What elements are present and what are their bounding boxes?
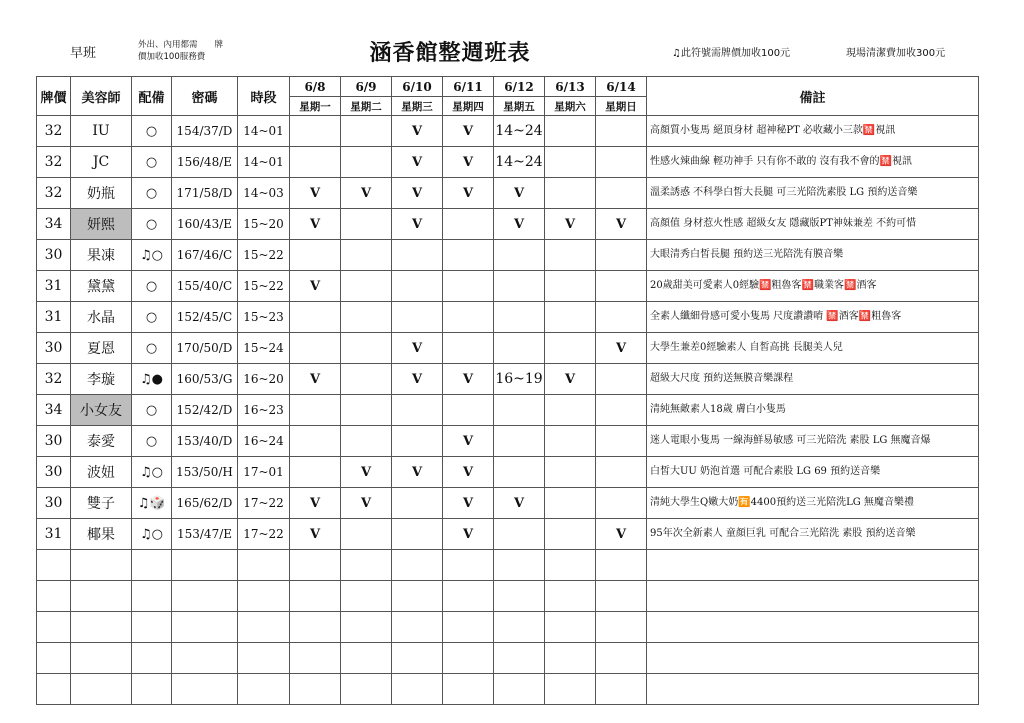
page-title: 涵香館整週班表	[369, 40, 531, 66]
empty-cell	[392, 674, 443, 705]
time-slot-cell: 15~22	[238, 271, 290, 302]
day-shift-cell	[443, 271, 494, 302]
table-row	[37, 612, 979, 643]
equip-cell: ○	[132, 333, 172, 364]
empty-cell	[132, 612, 172, 643]
day-shift-cell	[341, 209, 392, 240]
day-shift-cell	[290, 116, 341, 147]
empty-cell	[238, 643, 290, 674]
price-cell: 30	[37, 333, 71, 364]
empty-cell	[37, 550, 71, 581]
stylist-name-cell: JC	[71, 147, 132, 178]
equip-cell: ♫○	[132, 457, 172, 488]
col-header-weekday: 星期四	[443, 97, 494, 116]
day-shift-cell: V	[596, 209, 647, 240]
empty-cell	[494, 581, 545, 612]
empty-cell	[71, 550, 132, 581]
day-shift-cell	[341, 395, 392, 426]
time-slot-cell: 16~23	[238, 395, 290, 426]
empty-cell	[238, 674, 290, 705]
equip-cell: ♫○	[132, 240, 172, 271]
day-shift-cell: V	[392, 333, 443, 364]
day-shift-cell: 14~24	[494, 147, 545, 178]
empty-cell	[545, 550, 596, 581]
day-shift-cell	[290, 333, 341, 364]
stylist-name-cell: 李璇	[71, 364, 132, 395]
equip-cell: ♫●	[132, 364, 172, 395]
col-header-weekday: 星期三	[392, 97, 443, 116]
remark-cell: 清純無敵素人18歲 膚白小隻馬	[647, 395, 979, 426]
empty-cell	[443, 581, 494, 612]
stylist-name-cell: 妍熙	[71, 209, 132, 240]
day-shift-cell	[494, 333, 545, 364]
empty-cell	[443, 550, 494, 581]
equip-cell: ○	[132, 116, 172, 147]
day-shift-cell: V	[392, 116, 443, 147]
remark-cell: 清純大學生Q嫩大奶🈶4400預約送三光陪洗LG 無魔音樂禮	[647, 488, 979, 519]
empty-cell	[494, 612, 545, 643]
remark-cell: 白皙大UU 奶泡首選 可配合素股 LG 69 預約送音樂	[647, 457, 979, 488]
table-row	[37, 581, 979, 612]
service-fee-note-line2: 價加收100服務費	[138, 52, 206, 62]
day-shift-cell	[545, 271, 596, 302]
day-shift-cell	[392, 519, 443, 550]
table-row	[37, 426, 979, 457]
empty-cell	[545, 581, 596, 612]
day-shift-cell	[596, 240, 647, 271]
day-shift-cell	[545, 426, 596, 457]
time-slot-cell: 15~22	[238, 240, 290, 271]
code-cell: 160/53/G	[172, 364, 238, 395]
col-header-weekday: 星期一	[290, 97, 341, 116]
day-shift-cell: V	[290, 271, 341, 302]
day-shift-cell: V	[392, 364, 443, 395]
day-shift-cell	[290, 395, 341, 426]
col-header-date: 6/11	[443, 77, 494, 97]
day-shift-cell: V	[443, 488, 494, 519]
time-slot-cell: 16~24	[238, 426, 290, 457]
code-cell: 153/47/E	[172, 519, 238, 550]
day-shift-cell	[341, 271, 392, 302]
col-header-remarks: 備註	[647, 77, 979, 116]
day-shift-cell	[494, 519, 545, 550]
day-shift-cell	[596, 116, 647, 147]
day-shift-cell: V	[290, 178, 341, 209]
day-shift-cell: V	[545, 209, 596, 240]
equip-cell: ○	[132, 426, 172, 457]
table-row	[37, 333, 979, 364]
table-row	[37, 674, 979, 705]
empty-cell	[596, 643, 647, 674]
day-shift-cell: V	[443, 519, 494, 550]
day-shift-cell	[443, 240, 494, 271]
day-shift-cell	[545, 116, 596, 147]
day-shift-cell: V	[443, 364, 494, 395]
time-slot-cell: 15~20	[238, 209, 290, 240]
stylist-name-cell: 黛黛	[71, 271, 132, 302]
equip-cell: ○	[132, 271, 172, 302]
day-shift-cell: 16~19	[494, 364, 545, 395]
empty-cell	[290, 674, 341, 705]
day-shift-cell	[545, 178, 596, 209]
empty-cell	[71, 612, 132, 643]
day-shift-cell	[545, 457, 596, 488]
day-shift-cell	[341, 302, 392, 333]
col-header-price: 牌價	[37, 77, 71, 116]
empty-cell	[290, 550, 341, 581]
day-shift-cell	[290, 240, 341, 271]
empty-cell	[596, 581, 647, 612]
empty-cell	[443, 643, 494, 674]
empty-cell	[290, 581, 341, 612]
col-header-date: 6/14	[596, 77, 647, 97]
empty-cell	[238, 612, 290, 643]
day-shift-cell	[596, 426, 647, 457]
code-cell: 167/46/C	[172, 240, 238, 271]
equip-cell: ○	[132, 209, 172, 240]
code-cell: 155/40/C	[172, 271, 238, 302]
table-row	[37, 178, 979, 209]
price-cell: 32	[37, 116, 71, 147]
day-shift-cell: V	[443, 426, 494, 457]
equip-cell: ○	[132, 147, 172, 178]
remark-cell: 全素人纖細骨感可愛小隻馬 尺度讚讚唷 🈲酒客🈲粗魯客	[647, 302, 979, 333]
day-shift-cell	[545, 488, 596, 519]
empty-cell	[647, 612, 979, 643]
day-shift-cell	[494, 271, 545, 302]
empty-cell	[392, 643, 443, 674]
code-cell: 154/37/D	[172, 116, 238, 147]
day-shift-cell	[596, 364, 647, 395]
table-row	[37, 271, 979, 302]
table-row	[37, 209, 979, 240]
empty-cell	[238, 581, 290, 612]
day-shift-cell	[341, 519, 392, 550]
empty-cell	[172, 643, 238, 674]
day-shift-cell	[545, 302, 596, 333]
day-shift-cell	[290, 147, 341, 178]
stylist-name-cell: 果凍	[71, 240, 132, 271]
day-shift-cell	[392, 395, 443, 426]
table-row	[37, 147, 979, 178]
empty-cell	[172, 550, 238, 581]
table-row	[37, 519, 979, 550]
day-shift-cell	[392, 426, 443, 457]
empty-cell	[647, 550, 979, 581]
remark-cell: 高顏值 身材惹火性感 超級女友 隱藏版PT神妹兼差 不約可惜	[647, 209, 979, 240]
col-header-date: 6/12	[494, 77, 545, 97]
day-shift-cell: V	[494, 178, 545, 209]
equip-cell: ○	[132, 178, 172, 209]
day-shift-cell	[443, 209, 494, 240]
empty-cell	[341, 581, 392, 612]
day-shift-cell	[290, 457, 341, 488]
day-shift-cell	[596, 178, 647, 209]
day-shift-cell: V	[341, 178, 392, 209]
shift-label: 早班	[70, 46, 97, 61]
day-shift-cell: V	[443, 116, 494, 147]
empty-cell	[647, 674, 979, 705]
stylist-name-cell: IU	[71, 116, 132, 147]
time-slot-cell: 17~22	[238, 519, 290, 550]
price-cell: 30	[37, 457, 71, 488]
day-shift-cell	[494, 457, 545, 488]
stylist-name-cell: 波妞	[71, 457, 132, 488]
time-slot-cell: 16~20	[238, 364, 290, 395]
remark-cell: 超級大尺度 預約送無膜音樂課程	[647, 364, 979, 395]
remark-cell: 溫柔誘惑 不科學白皙大長腿 可三光陪洗素股 LG 預約送音樂	[647, 178, 979, 209]
table-row	[37, 395, 979, 426]
day-shift-cell: 14~24	[494, 116, 545, 147]
empty-cell	[132, 550, 172, 581]
price-cell: 31	[37, 519, 71, 550]
empty-cell	[545, 674, 596, 705]
empty-cell	[494, 674, 545, 705]
price-cell: 32	[37, 178, 71, 209]
empty-cell	[37, 612, 71, 643]
day-shift-cell	[443, 395, 494, 426]
empty-cell	[596, 612, 647, 643]
schedule-body	[37, 116, 979, 705]
day-shift-cell	[443, 333, 494, 364]
day-shift-cell: V	[341, 457, 392, 488]
day-shift-cell	[341, 147, 392, 178]
empty-cell	[71, 643, 132, 674]
table-row	[37, 240, 979, 271]
day-shift-cell	[494, 302, 545, 333]
col-header-date: 6/13	[545, 77, 596, 97]
day-shift-cell	[290, 302, 341, 333]
price-cell: 31	[37, 271, 71, 302]
day-shift-cell: V	[392, 147, 443, 178]
day-shift-cell: V	[596, 519, 647, 550]
empty-cell	[647, 581, 979, 612]
empty-cell	[37, 643, 71, 674]
day-shift-cell: V	[443, 178, 494, 209]
day-shift-cell	[545, 519, 596, 550]
empty-cell	[132, 674, 172, 705]
empty-cell	[341, 674, 392, 705]
equip-cell: ♫🎲	[132, 488, 172, 519]
empty-cell	[172, 674, 238, 705]
day-shift-cell: V	[494, 209, 545, 240]
time-slot-cell: 17~22	[238, 488, 290, 519]
empty-cell	[290, 612, 341, 643]
time-slot-cell: 17~01	[238, 457, 290, 488]
day-shift-cell: V	[290, 488, 341, 519]
stylist-name-cell: 椰果	[71, 519, 132, 550]
day-shift-cell	[392, 271, 443, 302]
price-cell: 30	[37, 488, 71, 519]
equip-cell: ○	[132, 395, 172, 426]
table-row	[37, 302, 979, 333]
day-shift-cell: V	[494, 488, 545, 519]
empty-cell	[596, 550, 647, 581]
cleaning-fee-note: 現場清潔費加收300元	[846, 48, 946, 59]
time-slot-cell: 14~01	[238, 147, 290, 178]
remark-cell: 20歲甜美可愛素人0經驗🈲粗魯客🈲職業客🈲酒客	[647, 271, 979, 302]
table-row	[37, 488, 979, 519]
empty-cell	[494, 643, 545, 674]
day-shift-cell	[596, 488, 647, 519]
empty-cell	[596, 674, 647, 705]
remark-cell: 95年次全新素人 童顏巨乳 可配合三光陪洗 素股 預約送音樂	[647, 519, 979, 550]
time-slot-cell: 15~24	[238, 333, 290, 364]
day-shift-cell	[596, 271, 647, 302]
empty-cell	[392, 612, 443, 643]
day-shift-cell: V	[596, 333, 647, 364]
day-shift-cell	[341, 426, 392, 457]
empty-cell	[132, 581, 172, 612]
price-cell: 32	[37, 364, 71, 395]
empty-cell	[392, 581, 443, 612]
code-cell: 171/58/D	[172, 178, 238, 209]
price-cell: 31	[37, 302, 71, 333]
time-slot-cell: 14~01	[238, 116, 290, 147]
day-shift-cell: V	[290, 519, 341, 550]
day-shift-cell	[596, 457, 647, 488]
col-header-date: 6/10	[392, 77, 443, 97]
col-header-weekday: 星期六	[545, 97, 596, 116]
remark-cell: 高顏質小隻馬 絕頂身材 超神秘PT 必收藏小三款🈲視訊	[647, 116, 979, 147]
empty-cell	[71, 674, 132, 705]
stylist-name-cell: 夏恩	[71, 333, 132, 364]
empty-cell	[545, 612, 596, 643]
code-cell: 165/62/D	[172, 488, 238, 519]
col-header-weekday: 星期日	[596, 97, 647, 116]
col-header-stylist: 美容師	[71, 77, 132, 116]
day-shift-cell	[341, 116, 392, 147]
day-shift-cell: V	[443, 457, 494, 488]
empty-cell	[172, 612, 238, 643]
col-header-equip: 配備	[132, 77, 172, 116]
remark-cell: 大學生兼差0經驗素人 自皙高挑 長腿美人兒	[647, 333, 979, 364]
code-cell: 153/50/H	[172, 457, 238, 488]
code-cell: 152/42/D	[172, 395, 238, 426]
day-shift-cell	[596, 395, 647, 426]
stylist-name-cell: 泰愛	[71, 426, 132, 457]
price-cell: 34	[37, 209, 71, 240]
day-shift-cell: V	[392, 457, 443, 488]
empty-cell	[341, 612, 392, 643]
col-header-weekday: 星期五	[494, 97, 545, 116]
day-shift-cell	[545, 147, 596, 178]
empty-cell	[545, 643, 596, 674]
col-header-time: 時段	[238, 77, 290, 116]
empty-cell	[37, 581, 71, 612]
empty-cell	[132, 643, 172, 674]
day-shift-cell	[392, 488, 443, 519]
day-shift-cell: V	[290, 209, 341, 240]
music-surcharge-note: ♫此符號需牌價加收100元	[672, 48, 791, 59]
table-row	[37, 116, 979, 147]
col-header-date: 6/9	[341, 77, 392, 97]
weekly-schedule-table	[36, 76, 979, 705]
day-shift-cell	[341, 240, 392, 271]
code-cell: 156/48/E	[172, 147, 238, 178]
day-shift-cell	[596, 147, 647, 178]
col-header-code: 密碼	[172, 77, 238, 116]
day-shift-cell	[290, 426, 341, 457]
day-shift-cell: V	[392, 209, 443, 240]
empty-cell	[238, 550, 290, 581]
code-cell: 160/43/E	[172, 209, 238, 240]
price-cell: 34	[37, 395, 71, 426]
service-fee-note-line1: 外出、內用都需 牌	[138, 40, 224, 50]
stylist-name-cell: 水晶	[71, 302, 132, 333]
remark-cell: 迷人電眼小隻馬 一線海鮮易敏感 可三光陪洗 素股 LG 無魔音爆	[647, 426, 979, 457]
empty-cell	[290, 643, 341, 674]
remark-cell: 大眼清秀白皙長腿 預約送三光陪洗有膜音樂	[647, 240, 979, 271]
day-shift-cell	[392, 302, 443, 333]
remark-cell: 性感火辣曲線 輕功神手 只有你不敢的 沒有我不會的🈲視訊	[647, 147, 979, 178]
table-row	[37, 364, 979, 395]
price-cell: 30	[37, 240, 71, 271]
empty-cell	[494, 550, 545, 581]
table-row	[37, 550, 979, 581]
empty-cell	[71, 581, 132, 612]
empty-cell	[37, 674, 71, 705]
equip-cell: ♫○	[132, 519, 172, 550]
day-shift-cell: V	[290, 364, 341, 395]
price-cell: 32	[37, 147, 71, 178]
day-shift-cell	[494, 426, 545, 457]
empty-cell	[341, 643, 392, 674]
day-shift-cell: V	[341, 488, 392, 519]
day-shift-cell: V	[545, 364, 596, 395]
day-shift-cell	[341, 364, 392, 395]
empty-cell	[443, 612, 494, 643]
service-fee-note	[138, 39, 223, 63]
time-slot-cell: 15~23	[238, 302, 290, 333]
empty-cell	[392, 550, 443, 581]
code-cell: 170/50/D	[172, 333, 238, 364]
day-shift-cell	[545, 240, 596, 271]
time-slot-cell: 14~03	[238, 178, 290, 209]
stylist-name-cell: 奶瓶	[71, 178, 132, 209]
price-cell: 30	[37, 426, 71, 457]
stylist-name-cell: 小女友	[71, 395, 132, 426]
day-shift-cell	[341, 333, 392, 364]
day-shift-cell	[494, 395, 545, 426]
empty-cell	[341, 550, 392, 581]
table-row	[37, 643, 979, 674]
empty-cell	[172, 581, 238, 612]
code-cell: 152/45/C	[172, 302, 238, 333]
day-shift-cell: V	[392, 178, 443, 209]
col-header-weekday: 星期二	[341, 97, 392, 116]
day-shift-cell	[494, 240, 545, 271]
empty-cell	[443, 674, 494, 705]
stylist-name-cell: 雙子	[71, 488, 132, 519]
col-header-date: 6/8	[290, 77, 341, 97]
day-shift-cell	[545, 395, 596, 426]
day-shift-cell	[596, 302, 647, 333]
day-shift-cell	[392, 240, 443, 271]
code-cell: 153/40/D	[172, 426, 238, 457]
day-shift-cell	[545, 333, 596, 364]
day-shift-cell	[443, 302, 494, 333]
day-shift-cell: V	[443, 147, 494, 178]
table-row	[37, 457, 979, 488]
equip-cell: ○	[132, 302, 172, 333]
empty-cell	[647, 643, 979, 674]
